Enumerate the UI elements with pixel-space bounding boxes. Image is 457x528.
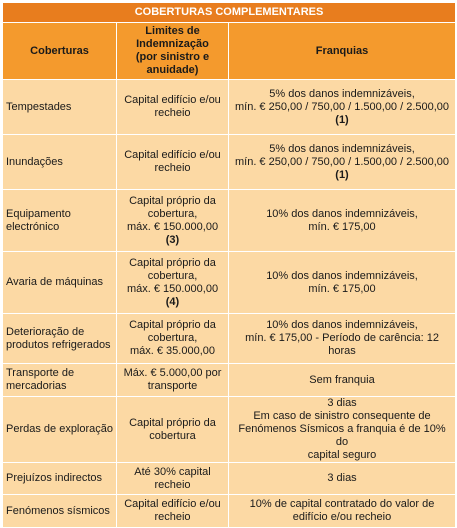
limites-cell [117,190,229,252]
limites-text: cobertura, [147,269,198,282]
franquias-text: mín. € 175,00 [308,220,376,233]
limites-text: recheio [154,511,191,523]
table-row [3,252,456,314]
franquias-cell [229,364,456,397]
cobertura-text: Fenómenos sísmicos [6,504,110,517]
franquias-text: 5% dos danos indemnizáveis, [269,142,415,155]
table-row [3,80,456,135]
franquias-text: 10% dos danos indemnizáveis, [266,319,418,331]
franquias-text: mín. € 250,00 / 750,00 / 1.500,00 / 2.500,00 [234,155,450,168]
cobertura-text: Perdas de exploração [6,423,114,435]
limites-text: transporte [147,380,198,392]
franquias-cell [229,190,456,252]
franquias-ref: (1) [335,113,349,126]
franquias-ref: (1) [335,168,349,181]
cobertura-text: Deterioração de [6,325,85,338]
limites-text: máx. € 35.000,00 [129,345,215,357]
cobertura-cell [3,252,117,314]
cobertura-text: Inundações [6,155,63,168]
limites-text: Capital próprio da [129,416,216,429]
franquias-text: 3 dias [327,397,357,409]
franquias-cell [229,495,456,528]
franquias-text: edifício e/ou recheio [292,511,392,523]
table-row [3,495,456,528]
header-limites-line: Indemnização [136,38,209,50]
cobertura-cell [3,135,117,190]
table-title: COBERTURAS COMPLEMENTARES [3,3,456,23]
cobertura-text: Avaria de máquinas [6,276,104,288]
cobertura-text: Transporte de [6,367,75,379]
cobertura-text: Tempestades [6,100,72,113]
header-limites-line: (por sinistro e [135,51,210,63]
limites-ref: (4) [165,295,180,308]
franquias-text: mín. € 250,00 / 750,00 / 1.500,00 / 2.500,00 [234,100,450,113]
franquias-text: 10% dos danos indemnizáveis, [266,207,418,220]
header-limites [117,23,229,80]
limites-cell [117,80,229,135]
cobertura-text: electrónico [6,220,60,233]
franquias-cell [229,135,456,190]
franquias-text: mín. € 175,00 [308,282,376,295]
franquias-text: 10% de capital contratado do valor de [249,498,435,510]
cobertura-cell [3,495,117,528]
table-row [3,314,456,364]
limites-text: recheio [154,162,191,174]
franquias-cell [229,80,456,135]
table-row [3,463,456,495]
limites-text: Capital edifício e/ou [124,498,221,510]
limites-text: Capital edifício e/ou [124,94,221,106]
cobertura-cell [3,463,117,495]
limites-text: cobertura, [147,332,198,344]
franquias-text: 3 dias [327,472,357,484]
header-coberturas: Coberturas [3,23,117,80]
cobertura-text: Prejuízos indirectos [6,472,102,484]
franquias-text: mín. € 175,00 - Período de carência: 12 horas [245,332,439,357]
limites-text: Até 30% capital [134,465,211,478]
cobertura-cell [3,314,117,364]
cobertura-text: produtos refrigerados [6,338,111,351]
franquias-cell [229,314,456,364]
limites-text: Capital próprio da [129,194,216,207]
franquias-text: Em caso de sinistro consequente de [253,410,431,422]
limites-text: máx. € 150.000,00 [126,282,219,295]
table-row [3,135,456,190]
table-row [3,397,456,463]
limites-text: recheio [154,107,191,119]
table-header-row [3,23,456,80]
franquias-cell [229,252,456,314]
franquias-cell [229,463,456,495]
cobertura-text: Equipamento [6,207,71,220]
header-franquias: Franquias [229,23,456,80]
franquias-text: Sem franquia [309,373,375,386]
table-row [3,190,456,252]
franquias-text: 5% dos danos indemnizáveis, [269,87,415,100]
limites-text: Máx. € 5.000,00 por [123,367,222,379]
limites-cell [117,397,229,463]
limites-text: Capital próprio da [129,319,216,331]
franquias-text: 10% dos danos indemnizáveis, [266,269,418,282]
franquias-text: Fenómenos Sísmicos a franquia é de 10% do [238,423,446,448]
limites-cell [117,314,229,364]
limites-cell [117,364,229,397]
limites-text: cobertura, [147,207,198,220]
limites-cell [117,495,229,528]
cobertura-cell [3,80,117,135]
limites-text: Capital próprio da [129,256,216,269]
cobertura-cell [3,397,117,463]
franquias-cell [229,397,456,463]
limites-cell [117,463,229,495]
table-title-row [3,3,456,23]
cobertura-cell [3,364,117,397]
cobertura-cell [3,190,117,252]
franquias-text: capital seguro [307,449,377,461]
limites-cell [117,135,229,190]
limites-text: recheio [154,478,191,491]
coberturas-table [2,2,456,528]
header-limites-line: Limites de [145,25,200,37]
limites-ref: (3) [165,233,180,246]
limites-text: Capital edifício e/ou [124,149,221,161]
header-limites-line: anuidade) [146,64,199,76]
table-row [3,364,456,397]
limites-cell [117,252,229,314]
cobertura-text: mercadorias [6,380,67,392]
limites-text: cobertura [149,429,196,442]
limites-text: máx. € 150.000,00 [126,220,219,233]
